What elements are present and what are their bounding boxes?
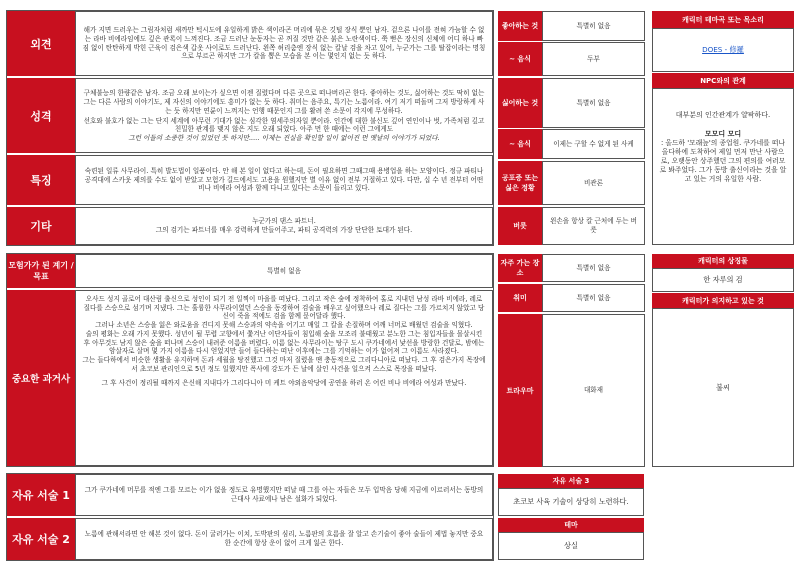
hobby-label: 취미 <box>498 284 542 312</box>
place-value: 특별히 없음 <box>542 254 645 282</box>
npc-name: 모모디 모디 <box>704 130 742 139</box>
symbol-value: 한 자루의 검 <box>652 268 794 292</box>
personality-para-2: 선호와 불호가 없는 그는 단지 세계에 아무런 기대가 없는 심각한 염세주의자일 뿐이라. 인간에 대한 불신도 깊어 연인이나 벗, 가족처럼 깊고 친밀한 관계를 맺지 않은 지도 오래 되었다. 아주 먼 한 때에는 이런 그에게도 <box>83 116 485 134</box>
goal-value: 특별히 없음 <box>75 254 493 288</box>
trauma-value: 대화재 <box>542 314 645 467</box>
traits-label: 특징 <box>7 155 75 205</box>
habit-value: 왼손을 항상 칼 근처에 두는 버릇 <box>542 207 645 245</box>
dislikes-food: 이제는 구할 수 없게 된 사케 <box>542 129 645 159</box>
place-label: 자주 가는 장소 <box>498 254 542 282</box>
past-para-1: 오사드 성지 골로어 대산림 출신으로 성인이 되기 전 일찍이 마을를 떠났다. 그리고 작은 숲에 정착하여 홀로 지내던 남성 라바 비에라, 레로 질다를 스승으로 섬기며 지냈다. 그는 훌륭한 사무라이였던 스승을 동경하여 검술을 배우고 싶어했으나 레로 질다는 그를 가르치지 않았고 당신이 죽을 적에도 검을 함께 묻어달라 했다. <box>83 295 485 321</box>
past-para-2: 그러나 소년은 스승을 잃은 와로움을 견디지 못해 스승과의 약속을 어기고 매일 그 칼을 손질하며 어깨 너머로 배웠던 검술을 익혔다. <box>95 321 473 330</box>
theme2-value: 상실 <box>498 532 644 560</box>
past-label: 중요한 과거사 <box>7 290 75 466</box>
theme-body <box>652 28 794 72</box>
free1-text: 그가 쿠가네에 머무를 적엔 그를 모르는 이가 없을 정도로 유명했지만 떠날 때 그를 아는 자들은 모두 입막음 당해 지금에 이르러서는 동방의 근대사 사료에나 남은 설화가 되었다. <box>75 474 493 516</box>
fear-label: 공포증 또는 싫은 정황 <box>498 161 542 205</box>
likes-header: 좋아하는 것 <box>498 11 542 41</box>
dislikes-thing: 특별히 없음 <box>542 78 645 128</box>
npc-header: NPC와의 관계 <box>652 73 794 88</box>
past-para-3: 술의 평화는 오래 가지 못했다. 성년이 될 무렵 고향에서 쫓겨난 이단자들이 침입해 숲을 모조리 불태웠고 분노한 그는 침입자들을 몰살시킨 후 아무것도 남지 않은 숲을 떠나며 스승이 내려준 이름을 버렸다. 이름 없는 사무라이는 탕구 도시 쿠가네에서 낯선을 방랑한 건달로, 밤에는 암살자로 살며 몇 가지 이름을 다시 얻었지만 들어 들다하는 떠난 이후에는 그를 기억하는 이가 없어져 그 이름도 사라졌다. <box>83 329 485 356</box>
other-text <box>75 207 493 245</box>
dependence-header: 캐릭터가 의지하고 있는 것 <box>652 293 794 308</box>
free3-value: 초코보 사육 기술이 상당히 노련하다. <box>498 488 644 516</box>
appearance-text: 해가 지면 드러우는 그림자처럼 새까만 턱시도에 유일하게 밝은 색이라곤 머리에 묶은 깃털 장식 뿐인 남자. 겉으론 나이를 전혀 가늠할 수 없는 라바 비에라임에도 깊은 관록이 느껴진다. 조금 드러난 눈동자는 곧 꺼질 것만 같은 붉은 노란색이다. 쭉 뻗은 장신의 신체에 어디 하나 빠짐 없이 탄탄하게 박힌 근육이 검은색 갑옷 사이로도 드러난다. 왼쪽 허리춤엔 장식 없는 칼날 검을 차고 있어, 누군가는 그를 탈잡이라는 명칭으로 부르곤 하지만 그가 칼을 뽑은 모습을 본 이는 몇인지 없는 듯 하다. <box>75 11 493 76</box>
past-body <box>75 290 493 466</box>
traits-text: 숙련된 일류 사무라이. 특히 발도법이 일품이다. 안 해 본 일이 없다고 하는데, 돈이 필요하면 그때그때 용병업을 하는 모양이다. 정규 파티나 공격대에 스카웃 제의를 수도 없이 받았고 모험가 길드에서도 고용을 원했지만 별 이유 없이 전부 거절하고 있다. 다만, 십 수 년 전부터 어떤 비나 비에라 여성과 함께 다니고 있다는 소문이 들리고 있다. <box>75 155 493 205</box>
dislikes-food-label: ~ 음식 <box>498 129 542 159</box>
likes-thing: 특별히 없음 <box>542 11 645 41</box>
free2-text: 노름에 관해서라면 안 해본 것이 없다. 돈이 굴러가는 이치, 도박판의 심리, 노름판의 흐름을 잘 알고 손기술이 좋아 술들이 제법 놓지만 중요한 순간에 항상 운이 없어 크게 잃곤 한다. <box>75 518 493 560</box>
habit-label: 버릇 <box>498 207 542 245</box>
hobby-value: 특별히 없음 <box>542 284 645 312</box>
npc-body <box>652 88 794 245</box>
appearance-label: 외견 <box>7 11 75 76</box>
npc-line1: 대부분의 인간관계가 얄팍하다. <box>675 111 771 119</box>
npc-desc: : 올드하 '모래늪'의 종업원. 쿠가네를 떠나 올다하에 도착하여 제일 먼저 만난 사람으로, 오랫동안 상주했던 그의 편의를 여러모로 봐주었다. 그가 동방 출신이라는 것을 알고 있는 거의 유일한 사람. <box>659 139 787 184</box>
past-para-4: 그는 들다하에서 비슷한 생활을 유지하며 돈과 세월을 탕진했고 그것 마저 질렸을 땐 충동적으로 그리다니아로 떠났다. 그 후 검은가지 목장에서 초코보 관리인으로 5년 정도 일했지만 폭사에 강도가 든 날에 살인 사건을 일으켜 스스로 목장을 떠났다. <box>82 355 486 373</box>
free3-header: 자유 서술 3 <box>498 474 644 488</box>
personality-text <box>75 78 493 153</box>
trauma-label: 트라우마 <box>498 314 542 467</box>
other-line-2: 그의 검기는 파트너를 매우 강력하게 만들어주고, 파티 공격력의 가장 단단한 토대가 된다. <box>155 226 413 234</box>
past-para-6: 그 후 사건이 정리될 때까지 은신해 지내다가 그리다니아 미 케트 야외음악당에 공연을 하러 온 어린 비나 비에라 여성과 만났다. <box>101 379 467 388</box>
symbol-header: 캐릭터의 상징물 <box>652 254 794 268</box>
personality-para-1: 구체불능의 한량같은 남자. 조금 오래 보이는가 싶으면 이젠 질렸다며 다른 곳으로 떠나버리곤 한다. 좋아하는 것도, 싫어하는 것도 딱히 없는 그는 다른 사람의 이야기도, 제 자신의 이야기에도 흥미가 없는 듯 하다. 취미는 음주요, 특기는 노름이라. 여기 저기 떠돌며 그저 방랑하게 사는 듯 하지만 연륜이 느껴지는 언행 때문인지 그를 활려 쓴 소문이 각지에 무성하다. <box>83 89 485 115</box>
other-label: 기타 <box>7 207 75 245</box>
theme-header: 캐릭터 테마곡 또는 목소리 <box>652 11 794 28</box>
theme-link[interactable]: DOES - 修羅 <box>702 45 744 54</box>
goal-label: 모험가가 된 계기 / 목표 <box>7 254 75 288</box>
free1-label: 자유 서술 1 <box>7 474 75 516</box>
other-line-1: 누군가의 댄스 파트너. <box>252 217 316 226</box>
likes-food-label: ~ 음식 <box>498 42 542 76</box>
fear-value: 비관론 <box>542 161 645 205</box>
free2-label: 자유 서술 2 <box>7 518 75 560</box>
personality-para-3: 그런 이들의 소중한 것이 있었던 듯 하지만..... 이제는 진실을 확인할 일이 없어진 먼 옛날의 이야기가 되었다. <box>128 133 440 142</box>
theme2-header: 테마 <box>498 518 644 532</box>
personality-label: 성격 <box>7 78 75 153</box>
likes-food: 두부 <box>542 42 645 76</box>
dislikes-header: 싫어하는 것 <box>498 78 542 128</box>
dependence-value: 불씨 <box>652 308 794 467</box>
